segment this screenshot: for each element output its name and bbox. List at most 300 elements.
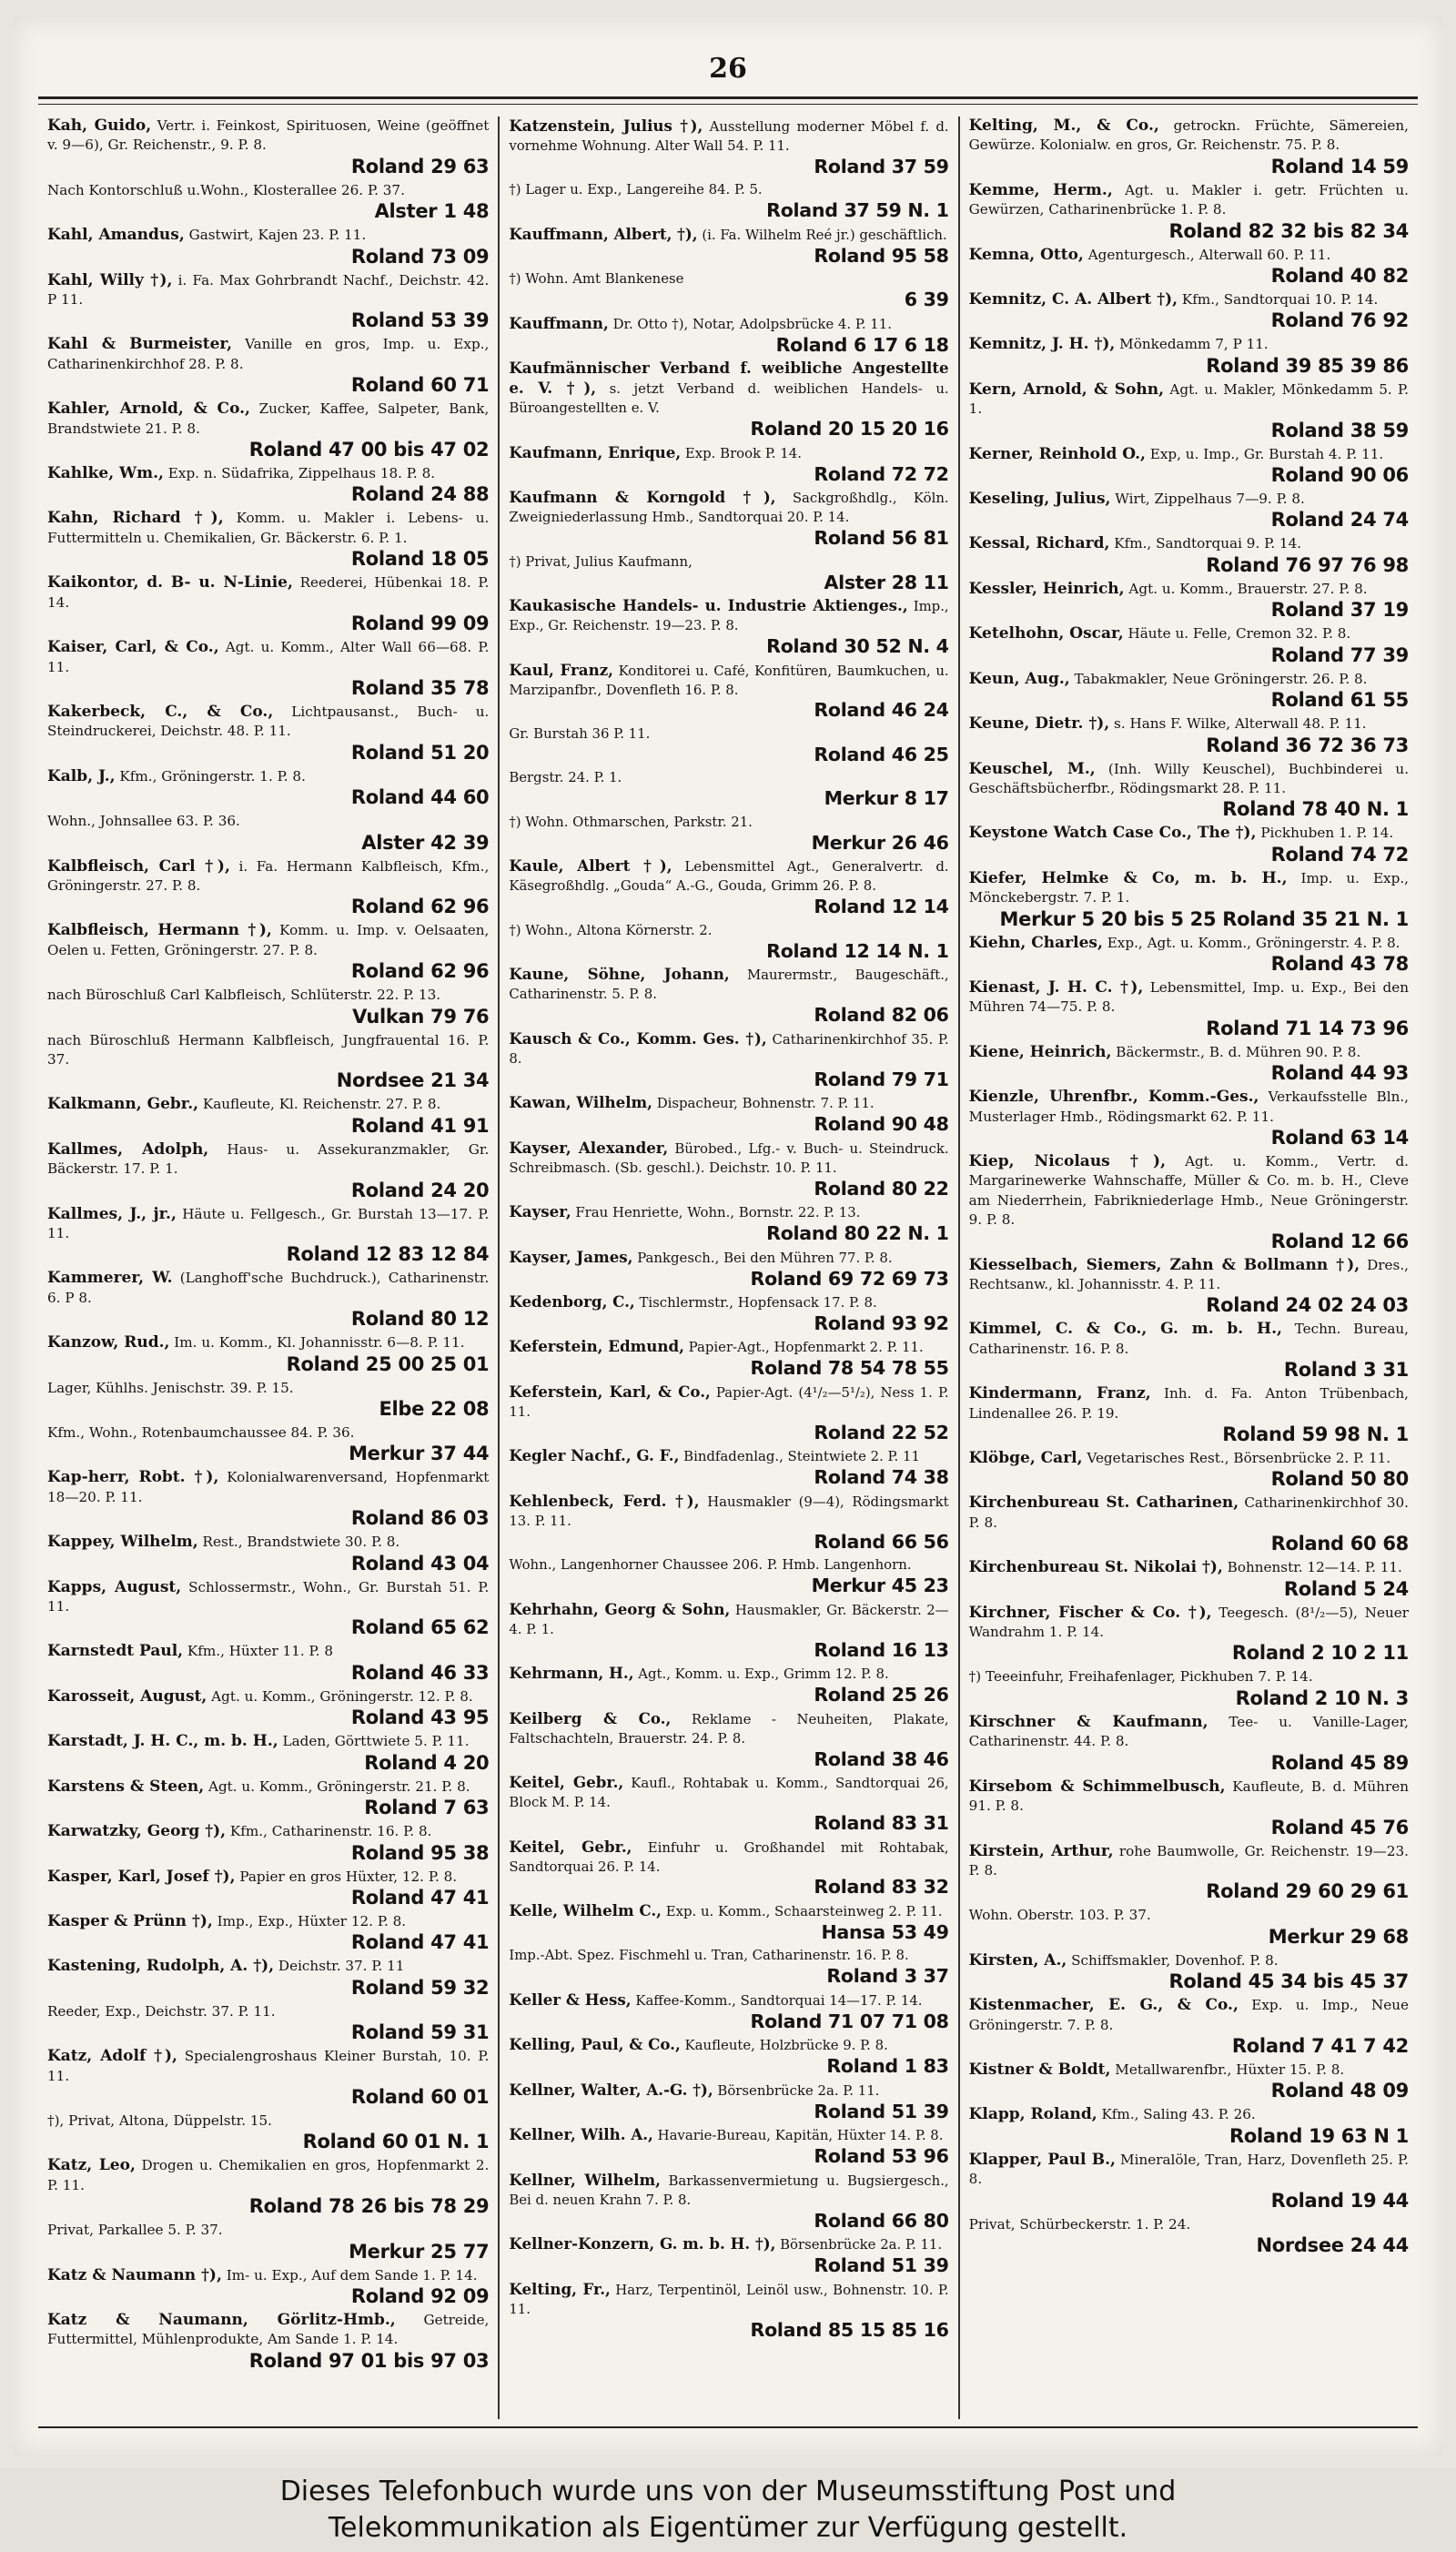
entry-phone-number: Roland 12 14 N. 1	[766, 939, 949, 962]
entry-phone-number: Roland 41 91	[350, 1114, 490, 1137]
entry-phone-number: Roland 38 46	[814, 1747, 949, 1770]
directory-entry	[509, 1555, 948, 1596]
entry-name: Katz, Leo,	[47, 2156, 136, 2175]
directory-entry	[969, 1449, 1409, 1491]
entry-details: (Inh. Willy Keuschel), Buchbinderei u. Geschäftsbücherfbr., Rödingsmarkt 28. P. 11.	[968, 760, 1410, 796]
entry-details: Hausmakler (9—4), Rödingsmarkt 13. P. 11.	[509, 1493, 949, 1529]
entry-name: Kiene, Heinrich,	[968, 1042, 1112, 1061]
entry-details: Privat, Parkallee 5. P. 37.	[47, 2222, 223, 2239]
entry-details: Getreide, Futtermittel, Mühlenprodukte, Am Sande 1. P. 14.	[47, 2311, 490, 2348]
entry-name: Kawan, Wilhelm,	[509, 1093, 652, 1112]
entry-phone-number: Roland 50 80	[1270, 1468, 1409, 1491]
entry-name: Kasper, Karl, Josef †),	[47, 1867, 236, 1886]
entry-phone-number: Roland 5 24	[1283, 1577, 1409, 1600]
entry-details: Dispacheur, Bohnenstr. 7. P. 11.	[656, 1095, 875, 1112]
directory-entry	[47, 2311, 489, 2373]
directory-entry	[47, 2266, 489, 2308]
entry-phone-number: Merkur 8 17	[824, 787, 949, 810]
entry-details: Agt. u. Komm., Vertr. d. Margarinewerke Wahnschaffe, Müller & Co. m. b. H., Cleve am Niederrhein, Fabrikniederlage Hmb., Neue Gröningerstr. 9. P. 8.	[968, 1152, 1409, 1229]
entry-details: Laden, Görttwiete 5. P. 11.	[282, 1733, 470, 1750]
entry-phone-number: Roland 7 63	[364, 1797, 490, 1819]
entry-phone-number: Roland 3 31	[1283, 1359, 1409, 1382]
entry-details: Kfm., Saling 43. P. 26.	[1101, 2106, 1256, 2123]
entry-name: Karnstedt Paul,	[47, 1642, 184, 1661]
directory-entry	[969, 1842, 1409, 1904]
entry-details: Gastwirt, Kajen 23. P. 11.	[188, 227, 367, 244]
entry-phone-number: Roland 80 22 N. 1	[766, 1222, 949, 1245]
entry-name: Kayser, James,	[509, 1247, 633, 1266]
entry-details: Reeder, Exp., Deichstr. 37. P. 11.	[47, 2002, 276, 2020]
entry-phone-number: Roland 85 15 85 16	[750, 2318, 949, 2341]
entry-name: Kalkmann, Gebr.,	[47, 1095, 199, 1114]
entry-phone-number: Roland 79 71	[814, 1068, 949, 1090]
entry-details: †) Lager u. Exp., Langereihe 84. P. 5.	[509, 181, 763, 198]
directory-entry	[969, 869, 1409, 931]
entry-phone-number: Roland 30 52 N. 4	[766, 635, 949, 658]
entry-name: Kauffmann,	[509, 313, 609, 332]
directory-entry	[47, 767, 489, 809]
entry-name: Keferstein, Edmund,	[509, 1337, 684, 1356]
entry-name: Kirschner & Kaufmann,	[968, 1712, 1208, 1731]
directory-entry	[47, 335, 489, 397]
entry-phone-number: Roland 47 41	[350, 1931, 490, 1954]
entry-details: Papier-Agt. (4¹/₂—5¹/₂), Ness 1. P. 11.	[509, 1383, 949, 1420]
entry-phone-number: Roland 61 55	[1270, 689, 1409, 712]
page-number: 26	[709, 53, 747, 85]
directory-entry	[509, 359, 948, 440]
directory-entry	[509, 2234, 948, 2276]
entry-name: Kirchenbureau St. Catharinen,	[968, 1494, 1239, 1513]
entry-name: Kienast, J. H. C. †),	[968, 977, 1144, 997]
entry-name: Kahler, Arnold, & Co.,	[47, 400, 250, 419]
entry-phone-number: Roland 3 37	[826, 1965, 949, 1988]
entry-name: Kellner, Wilhelm,	[509, 2170, 661, 2189]
entry-name: Kiesselbach, Siemers, Zahn & Bollmann †),	[968, 1255, 1360, 1274]
entry-name: Kahn, Richard †),	[47, 509, 224, 528]
entry-details: rohe Baumwolle, Gr. Reichenstr. 19—23. P. 8.	[968, 1842, 1409, 1879]
directory-entry	[969, 1320, 1409, 1382]
directory-entry	[509, 1773, 948, 1834]
entry-name: Kiehn, Charles,	[968, 933, 1103, 952]
directory-entry	[509, 488, 948, 549]
directory-entry	[969, 116, 1409, 178]
entry-name: Kirchenbureau St. Nikolai †),	[968, 1558, 1223, 1577]
entry-details: Agt. u. Komm., Gröningerstr. 21. P. 8.	[207, 1777, 470, 1795]
entry-phone-number: Roland 80 12	[350, 1308, 490, 1331]
entry-details: Mineralöle, Tran, Harz, Dovenfleth 25. P. 8.	[968, 2151, 1409, 2188]
entry-details: Agenturgesch., Alterwall 60. P. 11.	[1087, 246, 1331, 263]
directory-entry	[969, 1604, 1409, 1666]
entry-phone-number: Roland 95 38	[350, 1841, 490, 1864]
entry-name: Kaufmann, Enrique,	[509, 442, 682, 461]
entry-details: Papier-Agt., Hopfenmarkt 2. P. 11.	[688, 1339, 924, 1356]
entry-details: Harz, Terpentinöl, Leinöl usw., Bohnenstr. 10. P. 11.	[509, 2281, 949, 2317]
entry-phone-number: Roland 78 26 bis 78 29	[248, 2195, 490, 2218]
entry-details: Vertr. i. Feinkost, Spirituosen, Weine (geöffnet v. 9—6), Gr. Reichenstr., 9. P. 8.	[47, 117, 490, 154]
footer-rule	[38, 2426, 1418, 2428]
entry-name: Kindermann, Franz,	[968, 1384, 1151, 1403]
entry-details: Mönkedamm 7, P 11.	[1119, 336, 1269, 353]
entry-phone-number: Roland 29 60 29 61	[1206, 1880, 1409, 1903]
entry-name: Klapp, Roland,	[968, 2105, 1097, 2124]
entry-phone-number: Roland 6 17 6 18	[775, 333, 949, 356]
entry-phone-number: Roland 83 31	[814, 1812, 949, 1835]
entry-details: Pickhuben 1. P. 14.	[1260, 825, 1394, 842]
directory-entry	[47, 638, 489, 700]
entry-details: Verkaufsstelle Bln., Musterlager Hmb., Rödingsmarkt 62. P. 11.	[968, 1089, 1410, 1125]
directory-entry	[47, 116, 489, 178]
entry-phone-number: Roland 93 92	[814, 1311, 949, 1334]
entry-details: Schiffsmakler, Dovenhof. P. 8.	[1071, 1951, 1279, 1969]
directory-entry	[47, 1642, 489, 1684]
entry-details: Kaufleute, B. d. Mühren 91. P. 8.	[968, 1777, 1409, 1815]
entry-phone-number: Roland 76 97 76 98	[1206, 553, 1409, 576]
entry-details: Häute u. Fellgesch., Gr. Burstah 13—17. P. 11.	[47, 1205, 490, 1241]
entry-phone-number: Roland 37 59	[814, 155, 949, 177]
directory-entry	[47, 986, 489, 1028]
directory-entry	[47, 1140, 489, 1202]
entry-details: Kfm., Gröningerstr. 1. P. 8.	[119, 767, 306, 785]
directory-entry	[969, 246, 1409, 288]
entry-details: i. Fa. Max Gohrbrandt Nachf., Deichstr. 42. P 11.	[47, 271, 490, 309]
entry-details: Rest., Brandstwiete 30. P. 8.	[202, 1534, 400, 1551]
entry-phone-number: Roland 53 96	[814, 2145, 949, 2168]
entry-name: Kemna, Otto,	[968, 245, 1084, 264]
entry-phone-number: Roland 90 06	[1270, 464, 1409, 487]
entry-name: Keilberg & Co.,	[509, 1708, 672, 1727]
header-rule-thin	[38, 104, 1418, 105]
entry-details: Wohn. Oberstr. 103. P. 37.	[968, 1907, 1151, 1924]
entry-name: Kelting, Fr.,	[509, 2279, 611, 2298]
directory-entry	[969, 290, 1409, 332]
entry-phone-number: Roland 62 96	[350, 896, 490, 918]
entry-phone-number: Roland 40 82	[1270, 265, 1409, 288]
entry-name: Kiefer, Helmke & Co, m. b. H.,	[968, 868, 1288, 887]
entry-details: Kolonialwarenversand, Hopfenmarkt 18—20. P. 11.	[47, 1469, 490, 1505]
directory-entry	[509, 1600, 948, 1661]
entry-phone-number: Roland 24 88	[350, 483, 490, 506]
entry-name: Kimmel, C. & Co., G. m. b. H.,	[968, 1320, 1282, 1339]
entry-details: Papier en gros Hüxter, 12. P. 8.	[239, 1868, 458, 1885]
directory-entry	[969, 1906, 1409, 1948]
entry-phone-number: Roland 48 09	[1270, 2080, 1409, 2102]
directory-entry	[509, 225, 948, 267]
entry-phone-number: Nordsee 21 34	[336, 1069, 490, 1092]
entry-name: Kahl & Burmeister,	[47, 335, 233, 354]
directory-entry	[969, 2215, 1409, 2257]
entry-details: †) Wohn. Othmarschen, Parkstr. 21.	[509, 813, 753, 830]
entry-phone-number: Roland 60 68	[1270, 1533, 1409, 1555]
directory-entry	[509, 443, 948, 485]
entry-phone-number: Roland 7 41 7 42	[1231, 2034, 1409, 2057]
entry-phone-number: Roland 51 39	[814, 2100, 949, 2122]
entry-phone-number: Roland 44 60	[350, 786, 490, 809]
column-1	[38, 116, 498, 2419]
entry-phone-number: Roland 92 09	[350, 2284, 490, 2307]
entry-phone-number: Merkur 29 68	[1268, 1925, 1409, 1948]
directory-entry	[969, 2061, 1409, 2102]
entry-phone-number: Roland 71 07 71 08	[750, 2010, 949, 2032]
directory-entry	[47, 400, 489, 461]
entry-phone-number: Roland 37 59 N. 1	[766, 199, 949, 222]
directory-entry	[509, 2081, 948, 2122]
entry-details: Techn. Bureau, Catharinenstr. 16. P. 8.	[968, 1321, 1410, 1357]
entry-details: Lebensmittel Agt., Generalvertr. d. Käsegroßhdlg. „Gouda“ A.-G., Gouda, Grimm 26. P. 8.	[509, 858, 949, 895]
entry-name: Kakerbeck, C., & Co.,	[47, 702, 274, 721]
directory-entry	[47, 1687, 489, 1729]
directory-entry	[47, 271, 489, 333]
entry-name: Kammerer, W.	[47, 1269, 173, 1288]
entry-details: Lebensmittel, Imp. u. Exp., Bei den Mühren 74—75. P. 8.	[968, 978, 1410, 1016]
entry-name: Kedenborg, C.,	[509, 1292, 635, 1311]
entry-details: Kfm., Wohn., Rotenbaumchaussee 84. P. 36.	[47, 1424, 355, 1442]
entry-name: Ketelhohn, Oscar,	[968, 624, 1124, 643]
entry-details: Imp., Exp., Hüxter 12. P. 8.	[217, 1912, 407, 1929]
entry-details: Tee- u. Vanille-Lager, Catharinenstr. 44. P. 8.	[968, 1713, 1409, 1750]
entry-details: Maurermstr., Baugeschäft., Catharinenstr. 5. P. 8.	[509, 967, 949, 1003]
entry-phone-number: Roland 12 14	[814, 896, 949, 918]
entry-phone-number: Roland 59 31	[350, 2021, 490, 2044]
directory-entry	[509, 1093, 948, 1135]
entry-phone-number: Hansa 53 49	[821, 1920, 949, 1943]
directory-entry	[509, 661, 948, 722]
entry-phone-number: Merkur 5 20 bis 5 25 Roland 35 21 N. 1	[999, 907, 1409, 930]
entry-phone-number: Roland 4 20	[364, 1751, 490, 1774]
directory-entry	[47, 1868, 489, 1909]
directory-entry	[509, 856, 948, 917]
directory-entry	[47, 1732, 489, 1774]
entry-phone-number: Roland 46 33	[350, 1661, 490, 1684]
column-3	[958, 116, 1418, 2419]
entry-phone-number: Roland 53 39	[350, 309, 490, 332]
entry-phone-number: Roland 56 81	[814, 527, 949, 550]
entry-name: Keitel, Gebr.,	[509, 1773, 624, 1792]
entry-name: Keferstein, Karl, & Co.,	[509, 1382, 711, 1401]
entry-phone-number: Roland 76 92	[1270, 309, 1409, 332]
entry-details: Bergstr. 24. P. 1.	[509, 769, 622, 786]
entry-name: Keseling, Julius,	[968, 490, 1111, 509]
entry-details: nach Büroschluß Hermann Kalbfleisch, Jungfrauental 16. P. 37.	[47, 1031, 490, 1068]
entry-name: Kistner & Boldt,	[968, 2060, 1111, 2079]
directory-entry	[969, 534, 1409, 576]
entry-details: Kfm., Sandtorquai 10. P. 14.	[1181, 291, 1379, 309]
entry-phone-number: Roland 47 41	[350, 1886, 490, 1909]
entry-name: Kasper & Prünn †),	[47, 1911, 213, 1930]
entry-phone-number: Roland 51 39	[814, 2254, 949, 2277]
entry-name: Keystone Watch Case Co., The †),	[968, 824, 1257, 843]
directory-entry	[509, 1382, 948, 1443]
entry-name: Kirchner, Fischer & Co. †),	[968, 1603, 1212, 1622]
entry-phone-number: Roland 19 63 N 1	[1228, 2124, 1409, 2147]
entry-details: Dr. Otto †), Notar, Adolpsbrücke 4. P. 11.	[612, 315, 892, 332]
entry-phone-number: Roland 2 10 2 11	[1231, 1642, 1409, 1665]
entry-name: Karosseit, August,	[47, 1686, 207, 1706]
entry-phone-number: Roland 16 13	[814, 1638, 949, 1661]
directory-entry	[969, 1043, 1409, 1085]
entry-phone-number: Roland 83 32	[814, 1876, 949, 1899]
entry-details: Tischlermstr., Hopfensack 17. P. 8.	[639, 1294, 877, 1311]
entry-name: Karstens & Steen,	[47, 1777, 205, 1796]
entry-name: Kelting, M., & Co.,	[968, 116, 1159, 135]
entry-details: Kaufl., Rohtabak u. Komm., Sandtorquai 26, Block M. P. 14.	[509, 1775, 949, 1811]
directory-entry	[47, 1205, 489, 1267]
directory-entry	[47, 2156, 489, 2218]
entry-name: Kappey, Wilhelm,	[47, 1533, 198, 1552]
entry-details: †) Wohn. Amt Blankenese	[509, 270, 684, 288]
entry-details: Wohn., Johnsallee 63. P. 36.	[47, 813, 240, 830]
entry-phone-number: Roland 82 32 bis 82 34	[1168, 219, 1409, 242]
entry-phone-number: 6 39	[904, 289, 949, 311]
directory-entry	[509, 1709, 948, 1770]
entry-name: Kirsebom & Schimmelbusch,	[968, 1777, 1226, 1796]
entry-details: †), Privat, Altona, Düppelstr. 15.	[47, 2111, 273, 2129]
entry-name: Karstadt, J. H. C., m. b. H.,	[47, 1732, 278, 1751]
entry-name: Kanzow, Rud.,	[47, 1333, 170, 1352]
entry-phone-number: Roland 12 66	[1270, 1230, 1409, 1252]
directory-entry	[509, 1248, 948, 1290]
entry-phone-number: Merkur 37 44	[349, 1443, 490, 1465]
directory-entry	[47, 1578, 489, 1640]
entry-phone-number: Roland 43 95	[350, 1706, 490, 1729]
entry-name: Keitel, Gebr.,	[509, 1837, 632, 1856]
directory-entry	[509, 1946, 948, 1987]
entry-phone-number: Alster 1 48	[374, 200, 490, 223]
entry-name: Kiep, Nicolaus †),	[968, 1151, 1166, 1170]
entry-details: Einfuhr u. Großhandel mit Rohtabak, Sandtorquai 26. P. 14.	[509, 1838, 949, 1875]
entry-details: Frau Henriette, Wohn., Bornstr. 22. P. 13.	[575, 1204, 861, 1221]
entry-details: Exp, u. Imp., Gr. Burstah 4. P. 11.	[1149, 445, 1384, 462]
entry-details: Lager, Kühlhs. Jenischstr. 39. P. 15.	[47, 1379, 294, 1396]
entry-phone-number: Roland 2 10 N. 3	[1235, 1686, 1409, 1709]
directory-entry	[509, 2171, 948, 2232]
entry-phone-number: Roland 71 14 73 96	[1206, 1017, 1409, 1039]
entry-phone-number: Roland 20 15 20 16	[750, 418, 949, 441]
entry-details: Hausmakler, Gr. Bäckerstr. 2—4. P. 1.	[509, 1601, 949, 1637]
directory-entry	[47, 2047, 489, 2109]
entry-phone-number: Roland 60 01	[350, 2085, 490, 2108]
entry-phone-number: Roland 35 78	[350, 676, 490, 699]
directory-entry	[969, 824, 1409, 866]
entry-phone-number: Roland 78 54 78 55	[750, 1357, 949, 1380]
directory-entry	[969, 1996, 1409, 2058]
entry-details: Drogen u. Chemikalien en gros, Hopfenmarkt 2. P. 11.	[47, 2157, 490, 2193]
entry-name: Kaikontor, d. B- u. N-Linie,	[47, 573, 293, 592]
entry-details: Wirt, Zippelhaus 7—9. P. 8.	[1115, 491, 1305, 508]
entry-phone-number: Roland 25 00 25 01	[286, 1352, 490, 1375]
entry-name: Kaiser, Carl, & Co.,	[47, 638, 219, 657]
entry-details: Specialengroshaus Kleiner Burstah, 10. P. 11.	[47, 2048, 490, 2084]
directory-entry	[47, 464, 489, 506]
entry-phone-number: Roland 45 76	[1270, 1816, 1409, 1838]
directory-entry	[509, 116, 948, 177]
entry-details: Im- u. Exp., Auf dem Sande 1. P. 14.	[226, 2266, 478, 2284]
entry-details: Sackgroßhdlg., Köln. Zweigniederlassung Hmb., Sandtorquai 20. P. 14.	[509, 490, 949, 526]
entry-phone-number: Roland 44 93	[1270, 1062, 1409, 1085]
entry-phone-number: Roland 65 62	[350, 1616, 490, 1639]
directory-entry	[509, 1838, 948, 1899]
entry-name: Keune, Dietr. †),	[968, 714, 1110, 734]
entry-name: Keun, Aug.,	[968, 669, 1070, 688]
entry-details: Kfm., Hüxter 11. P. 8	[187, 1643, 333, 1660]
entry-details: †) Wohn., Altona Körnerstr. 2.	[509, 921, 713, 938]
entry-details: Komm. u. Imp. v. Oelsaaten, Oelen u. Fetten, Gröningerstr. 27. P. 8.	[47, 922, 490, 958]
entry-name: Kirsten, A.,	[968, 1950, 1067, 1970]
entry-phone-number: Roland 19 44	[1270, 2189, 1409, 2212]
entry-name: Kalbfleisch, Hermann †),	[47, 921, 272, 940]
entry-phone-number: Roland 24 02 24 03	[1206, 1294, 1409, 1317]
entry-phone-number: Nordsee 24 44	[1256, 2233, 1409, 2256]
entry-details: Agt. u. Makler, Mönkedamm 5. P. 1.	[968, 380, 1409, 418]
entry-details: Kaffee-Komm., Sandtorquai 14—17. P. 14.	[635, 1991, 923, 2009]
entry-name: Kahlke, Wm.,	[47, 464, 164, 483]
directory-entry	[47, 2221, 489, 2263]
directory-entry	[47, 1777, 489, 1819]
entry-phone-number: Roland 77 39	[1270, 643, 1409, 666]
entry-details: Bürobed., Lfg.- v. Buch- u. Steindruck. Schreibmasch. (Sb. geschl.). Deichstr. 10. P. 11.	[509, 1139, 949, 1176]
directory-entry	[47, 857, 489, 919]
entry-name: Kessler, Heinrich,	[968, 579, 1125, 598]
entry-name: Keuschel, M.,	[968, 759, 1096, 778]
column-2	[498, 116, 957, 2419]
directory-entry	[509, 965, 948, 1026]
entry-details: (i. Fa. Wilhelm Reé jr.) geschäftlich.	[702, 226, 947, 243]
provenance-footer	[0, 2468, 1456, 2552]
directory-entry	[509, 269, 948, 310]
directory-entry	[969, 760, 1409, 822]
directory-entry	[47, 921, 489, 983]
entry-details: Exp. Brook P. 14.	[684, 444, 802, 461]
entry-phone-number: Roland 51 20	[350, 741, 490, 764]
entry-phone-number: Roland 14 59	[1270, 155, 1409, 177]
entry-details: Exp. n. Südafrika, Zippelhaus 18. P. 8.	[167, 465, 436, 482]
entry-phone-number: Roland 59 98 N. 1	[1222, 1423, 1409, 1446]
entry-details: s. Hans F. Wilke, Alterwall 48. P. 11.	[1114, 715, 1367, 733]
directory-entry	[509, 2280, 948, 2341]
entry-details: †) Teeeinfuhr, Freihafenlager, Pickhuben 7. P. 14.	[968, 1668, 1313, 1686]
entry-details: Agt. u. Komm., Brauerstr. 27. P. 8.	[1128, 580, 1368, 597]
entry-details: Agt. u. Komm., Alter Wall 66—68. P. 11.	[47, 639, 490, 675]
directory-page	[13, 16, 1443, 2456]
entry-details: (Langhoff'sche Buchdruck.), Catharinenstr. 6. P 8.	[47, 1270, 490, 1306]
directory-entry	[969, 1384, 1409, 1446]
entry-details: Inh. d. Fa. Anton Trübenbach, Lindenallee 26. P. 19.	[968, 1385, 1409, 1422]
directory-entry	[47, 1379, 489, 1421]
entry-phone-number: Roland 74 72	[1270, 843, 1409, 866]
directory-entry	[509, 1990, 948, 2032]
entry-phone-number: Roland 69 72 69 73	[750, 1267, 949, 1290]
directory-entry	[969, 1951, 1409, 1993]
entry-details: Vegetarisches Rest., Börsenbrücke 2. P. 11.	[1087, 1450, 1391, 1467]
entry-name: Kaukasische Handels- u. Industrie Aktienges.,	[509, 596, 908, 615]
entry-phone-number: Vulkan 79 76	[352, 1005, 490, 1028]
directory-entry	[509, 921, 948, 962]
directory-entry	[509, 314, 948, 356]
entry-phone-number: Roland 74 38	[814, 1466, 949, 1489]
directory-entry	[969, 1558, 1409, 1600]
entry-name: Kauffmann, Albert, †),	[509, 224, 698, 243]
directory-columns	[38, 116, 1418, 2419]
entry-name: Kallmes, J., jr.,	[47, 1204, 177, 1223]
directory-entry	[969, 1667, 1409, 1709]
entry-details: Wohn., Langenhorner Chaussee 206. P. Hmb. Langenhorn.	[509, 1556, 912, 1574]
entry-phone-number: Merkur 25 77	[349, 2240, 490, 2263]
directory-entry	[969, 2151, 1409, 2213]
entry-phone-number: Roland 45 89	[1270, 1751, 1409, 1774]
entry-name: Katz, Adolf †),	[47, 2047, 177, 2066]
entry-name: Kellner-Konzern, G. m. b. H. †),	[509, 2234, 776, 2253]
entry-phone-number: Roland 82 06	[814, 1004, 949, 1027]
entry-details: i. Fa. Hermann Kalbfleisch, Kfm., Gröningerstr. 27. P. 8.	[47, 857, 490, 894]
